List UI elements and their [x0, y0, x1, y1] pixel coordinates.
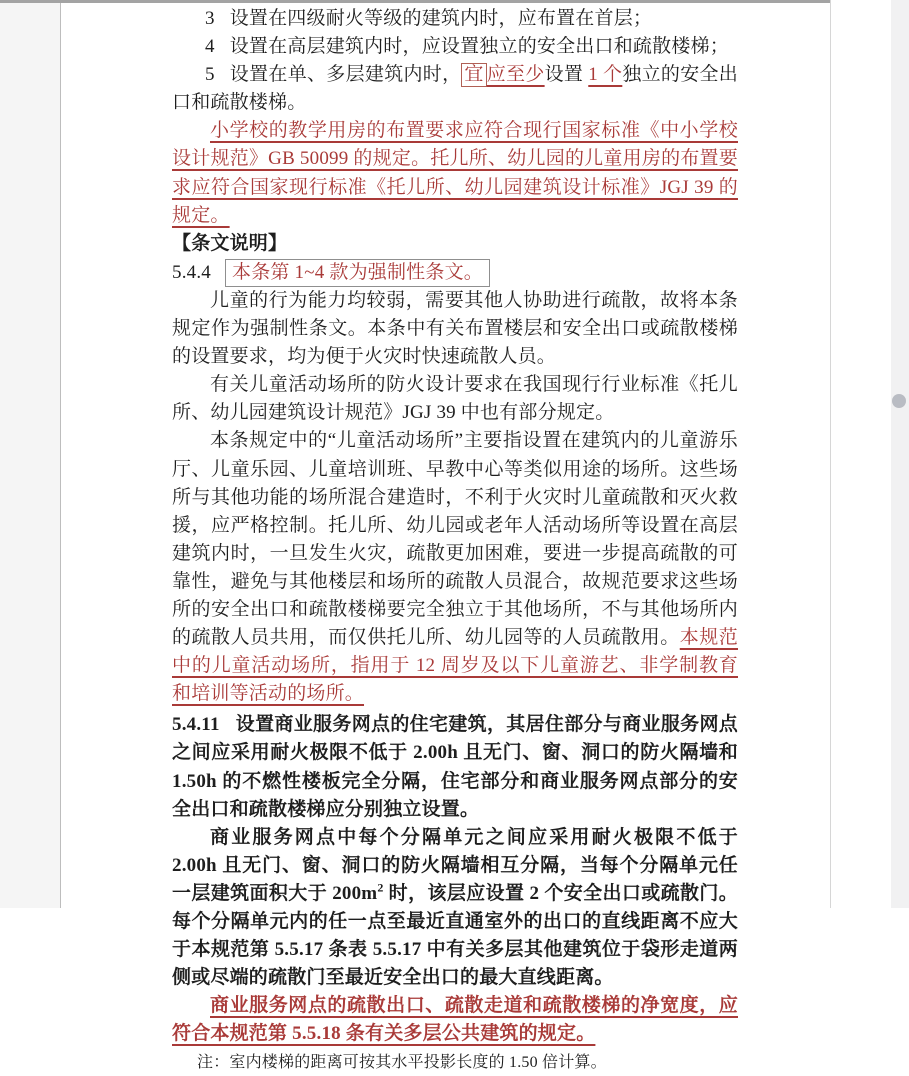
- scrollbar-track[interactable]: [891, 0, 909, 908]
- text-run: 设置在单、多层建筑内时，: [229, 64, 462, 86]
- revision-red-underline-text: 商业服务网点的疏散出口、疏散走道和疏散楼梯的净宽度，应符合本规范第 5.5.18 条有关多层公共建筑的规定。: [172, 995, 738, 1045]
- scrollbar-thumb-dot[interactable]: [892, 394, 906, 408]
- text-run: 商业服务网点中每个分隔单元之间应采用耐火极限不低于 2.00h 且无门、窗、洞口的防火隔墙相互分隔，当每个分隔单元任一层建筑面积大于 200m: [172, 826, 738, 904]
- text-run: 注：室内楼梯的距离可按其水平投影长度的 1.50 倍计算。: [197, 1054, 607, 1072]
- text-run: 设置: [544, 64, 589, 86]
- revision-red-underline-text: 1 个: [588, 64, 623, 86]
- text-run: 设置在四级耐火等级的建筑内时，应布置在首层；: [229, 8, 653, 29]
- text-run: 时，该层应设置 2 个安全出口或疏散门。每个分隔单元内的任一点至最近直通室外的出口的直线距离不应大于本规范第 5.5.17 条表 5.5.17 中有关多层其他建筑位于袋形走道两侧或尽端的疏散门至最近安全出口的最大直线距离。: [172, 882, 738, 989]
- clause-number: 4: [205, 36, 215, 58]
- footnote: [172, 1050, 738, 1076]
- revision-red-underline-text: 小学校的教学用房的布置要求应符合现行国家标准《中小学校设计规范》GB 50099 的规定。托儿所、幼儿园的儿童用房的布置要求应符合国家现行标准《托儿所、幼儿园建筑设计标准》JGJ 39 的规定。: [172, 120, 738, 226]
- text-run: 设置商业服务网点的住宅建筑，其居住部分与商业服务网点之间应采用耐火极限不低于 2.00h 且无门、窗、洞口的防火隔墙和 1.50h 的不燃性楼板完全分隔，住宅部分和商业服务网点部分的安全出口和疏散楼梯应分别独立设置。: [172, 714, 738, 820]
- page-top-edge: [0, 0, 831, 3]
- text-run: 本条规定中的“儿童活动场所”主要指设置在建筑内的儿童游乐厅、儿童乐园、儿童培训班、早教中心等类似用途的场所。这些场所与其他功能的场所混合建造时，不利于火灾时儿童疏散和灭火救援，应严格控制。托儿所、幼儿园或老年人活动场所等设置在高层建筑内时，一旦发生火灾，疏散更加困难，要进一步提高疏散的可靠性，避免与其他楼层和场所的疏散人员混合，故规范要求这些场所的安全出口和疏散楼梯要完全独立于其他场所，不与其他场所内的疏散人员共用，而仅供托儿所、幼儿园等的人员疏散用。: [172, 430, 738, 649]
- text-run: 有关儿童活动场所的防火设计要求在我国现行行业标准《托儿所、幼儿园建筑设计规范》JGJ 39 中也有部分规定。: [172, 374, 738, 424]
- paragraph: [172, 287, 738, 371]
- clause-number: 5.4.11: [172, 714, 220, 736]
- clause-number: 5.4.4: [172, 261, 211, 283]
- mandatory-clause-boxed-text: 本条第 1~4 款为强制性条文。: [225, 259, 490, 287]
- clause-number: 3: [205, 8, 215, 29]
- text-run: 儿童的行为能力均较弱，需要其他人协助进行疏散，故将本条规定作为强制性条文。本条中有关布置楼层和安全出口或疏散楼梯的设置要求，均为便于火灾时快速疏散人员。: [172, 289, 738, 368]
- paragraph: [172, 117, 738, 229]
- text-run: 设置在高层建筑内时，应设置独立的安全出口和疏散楼梯；: [229, 36, 729, 58]
- section-heading: [172, 230, 738, 258]
- revision-red-underline-text: 本规范中的儿童活动场所，指用于 12 周岁及以下儿童游艺、非学制教育和培训等活动的场所。: [172, 627, 738, 705]
- clause-sub-item: [172, 33, 738, 61]
- clause-paragraph: [172, 711, 738, 823]
- clause-number: 5: [205, 64, 215, 86]
- clause-heading: [172, 259, 738, 287]
- clause-sub-item: [172, 61, 738, 117]
- text-run: 独立的安全出口和疏散楼梯。: [172, 64, 739, 114]
- page-left-gutter: [0, 0, 61, 908]
- document-content: [172, 5, 738, 1076]
- deleted-char-boxed: 宜: [461, 63, 486, 87]
- superscript: 2: [377, 880, 384, 895]
- paragraph: [172, 992, 738, 1048]
- text-run: 【条文说明】: [172, 232, 288, 254]
- paragraph: [172, 427, 738, 708]
- paragraph: [172, 371, 738, 427]
- paragraph: [172, 824, 738, 993]
- revision-red-underline-text: 应至少: [486, 64, 545, 86]
- page-right-edge: [830, 0, 831, 908]
- clause-sub-item: [172, 5, 738, 33]
